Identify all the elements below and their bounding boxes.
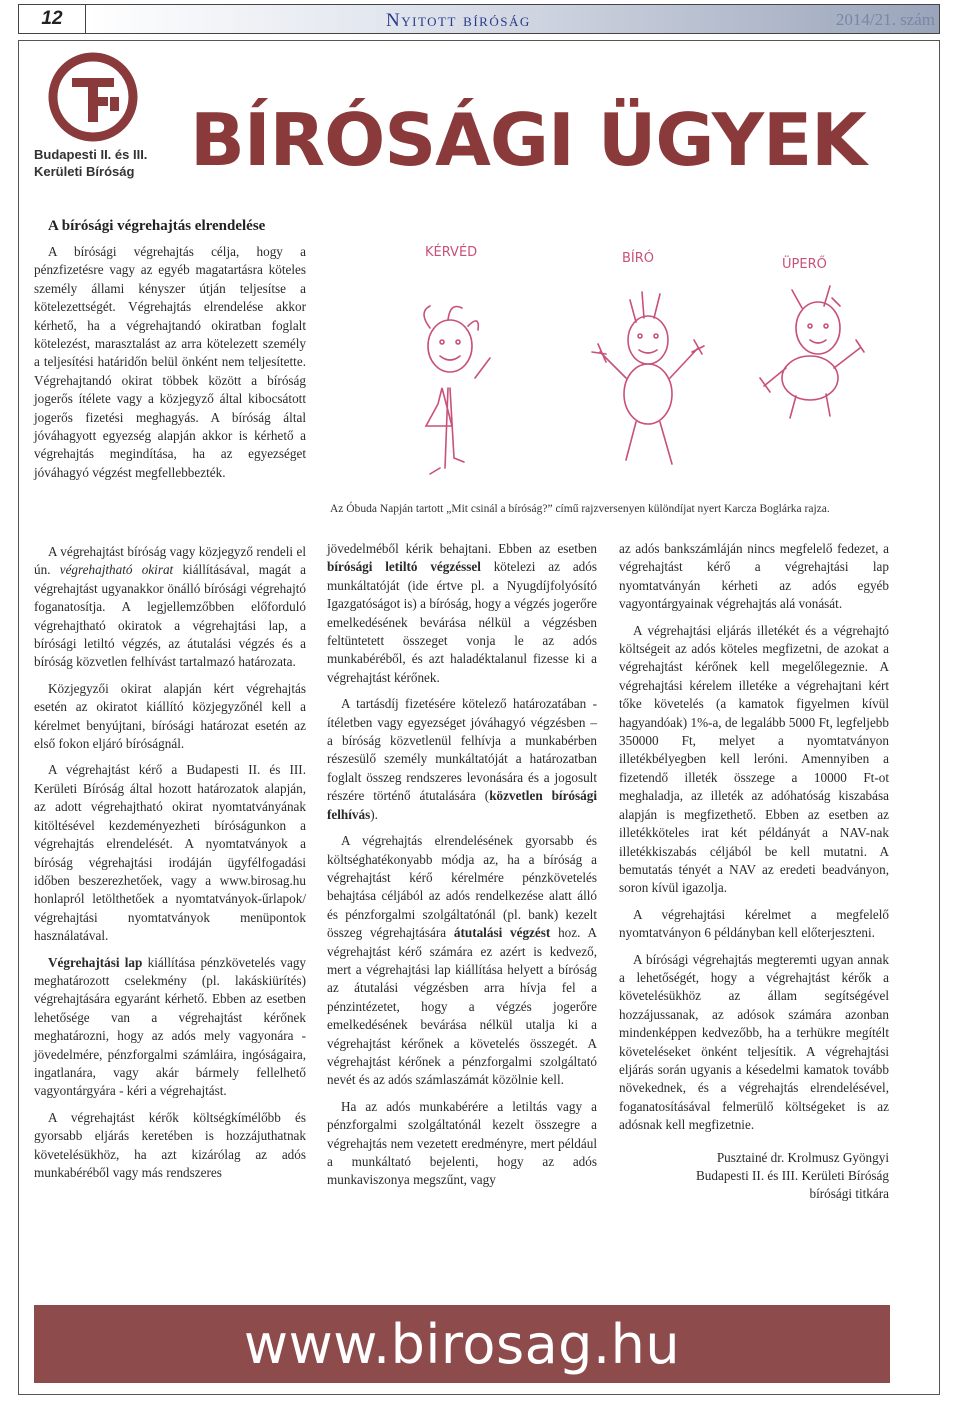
paragraph: Közjegyzői okirat alapján kért végrehajtás esetén az okiratot kiállító közjegyzőnél kell a kérelmet benyújtani, bírósági határozat esetén az első fokon eljáró bíróságnál. (34, 680, 306, 752)
paragraph: A végrehajtást kérő a Budapesti II. és III. Kerületi Bíróság által hozott határozatok alapján, az adott végrehajtható okirat nyomtatványának kitöltésével kezdeményezheti bíróságunkon a végrehajtás elrendelését. A nyomtatványok a bíróság végrehajtási irodáján ügyfélfogadási időben beszerezhetőek, vagy a www.birosag.hu honlapról letölthetőek a nyomtatványok-űrlapok/ végrehajtási nyomtatványok menüpontok használatával. (34, 762, 306, 944)
italic-term: végrehajtható okirat (59, 562, 174, 578)
footer-banner (34, 1305, 890, 1383)
article-column-3 (619, 540, 889, 1212)
header-bar (86, 4, 940, 34)
drawing-label-middle: BÍRÓ (622, 251, 655, 266)
figure-head-left (428, 320, 472, 372)
paragraph: az adós bankszámláján nincs megfelelő fedezet, a végrehajtást kérő a végrehajtási lap nyomtatványán kérheti az adós egyéb vagyontárgyainak végrehajtás alá vonását. (619, 541, 889, 612)
signature-name: Pusztainé dr. Krolmusz Gyöngyi (716, 1149, 889, 1165)
paragraph: jövedelméből kérik behajtani. Ebben az esetben bírósági letiltó végzéssel kötelezi az adós munkáltatóját (ide értve pl. a Nyugdíjfolyósító Igazgatóságot is) a bíróság, hogy a végzés jogerőre emelkedésének bevárása nélkül a végzésben feltüntetett összeget vonja le az adós munkabéréből, és azt haladéktalanul fizesse ki a végrehajtást kérőnek. (327, 541, 597, 685)
court-name-line2: Kerületi Bíróság (34, 164, 135, 179)
publication-name: Nyitott bíróság (386, 10, 531, 31)
article-column-2 (327, 540, 597, 1198)
court-name (34, 146, 147, 180)
bold-term: bírósági letiltó végzéssel (327, 559, 481, 575)
paragraph: A végrehajtási eljárás illetékét és a végrehajtó költségeit az adós köteles megfizetni, de azokat a végrehajtást kérőnek kell megelőlegeznie. A végrehajtási kérelem illetéke a végrehajtani kért tőke követelés (a kamatok figyelmen kívül hagyandóak) 1%-a, de legalább 5000 Ft, legfeljebb 350000 Ft, melyet a nyomtatványon illetékbélyegben kell leróni. Amennyiben a fizetendő illeték összege a 10000 Ft-ot meghaladja, az illeték az adóhatóság kiszabása alapján is megfizethető. Ebben az esetben az illetékköteles irat két példányát a NAV-nak illetékkiszabás céljából be kell mutatni. A bemutatás tényét a NAV az eredeti beadványon, soron kívül igazolja. (619, 622, 889, 896)
page-header (18, 4, 940, 34)
paragraph: A bírósági végrehajtás megteremti ugyan annak a lehetőségét, hogy a végrehajtást kérők a követelésükhöz az állam segítségével hozzájussanak, az adósok számára azonban mindenképpen kedvezőbb, ha a terhükre megítélt követeléseket önként teljesítik. A végrehajtási eljárás során ugyanis a késedelmi kamatok tovább növekednek, és a végrehajtás elrendelésével, foganatosításával felmerülő költségeket is az adósnak kell megfizetnie. (619, 951, 889, 1133)
author-signature (619, 1149, 889, 1204)
court-name-line1: Budapesti II. és III. (34, 147, 148, 162)
main-title: BÍRÓSÁGI ÜGYEK (190, 98, 866, 182)
issue-number: 2014/21. szám (835, 10, 935, 29)
page-number: 12 (18, 4, 86, 34)
child-drawing (330, 228, 890, 498)
website-link[interactable]: www.birosag.hu (243, 1312, 681, 1376)
figure-head-right (796, 302, 840, 354)
signature-title: bírósági titkára (809, 1186, 889, 1202)
paragraph: A végrehajtási kérelmet a megfelelő nyomtatványon 6 példányban kell előterjeszteni. (619, 906, 889, 941)
paragraph: Végrehajtási lap kiállítása pénzkövetelés vagy meghatározott cselekmény (pl. lakáskiürítés) végrehajtására egyaránt kérhető. Ebben az esetben lehetősége van a végrehajtást kérőnek meghatározni, hogy az adós mely vagyonára - jövedelmére, pénzforgalmi számláira, ingóságaira, ingatlanára, vagy akár bármely fellelhető vagyontárgyára - kéri a végrehajtást. (34, 954, 307, 1099)
article-intro-column (34, 243, 306, 490)
bold-term: Végrehajtási lap (48, 954, 143, 970)
paragraph: A végrehajtást bíróság vagy közjegyző rendeli el ún. végrehajtható okirat kiállításával, magát a végrehajtást ugyanakkor önálló bírósági végrehajtó foganatosítja. A legjellemzőbben előforduló végrehajtható okiratok a végrehajtási lap, a bírósági letiltó végzés, az átutalási végzés és a bíróság közvetlen felhívást tartalmazó határozata. (34, 544, 307, 670)
paragraph: A végrehajtást kérők költségkímélőbb és gyorsabb eljárás keretében is hozzájuthatnak követelésükhöz, ha azt kizárólag az adós munkabéréből vagy más rendszeres (34, 1109, 306, 1180)
bold-term: átutalási végzést (453, 925, 551, 941)
article-intro: A bírósági végrehajtás célja, hogy a pénzfizetésre vagy az egyéb magatartásra köteles személy állami kényszer útján teljesítse a kötelezettségét. Végrehajtás elrendelése akkor kérhető, ha a végrehajtandó okiratban foglalt kötelezést, marasztalást az arra kötelezett személy a teljesítési határidőn belül önként nem teljesítette. Végrehajtandó okirat többek között a bíróság jogerős ítélete vagy a közjegyző által kibocsátott jogerős fizetési meghagyás. A bíróság által jóváhagyott egyezség alapján akkor is kérhető a végrehajtás megindítása, ha az egyezséget jóváhagyó végzést megfellebbezték. (34, 244, 306, 480)
signature-court: Budapesti II. és III. Kerületi Bíróság (696, 1168, 889, 1183)
article-heading: A bírósági végrehajtás elrendelése (48, 218, 266, 234)
drawing-label-right: ÜPERŐ (782, 257, 827, 272)
article-column-1 (34, 543, 306, 1190)
paragraph: A végrehajtás elrendelésének gyorsabb és költséghatékonyabb módja az, ha a bíróság a végrehajtást kérő kérelmére pénzkövetelés behajtása céljából az adós rendelkezése alatt álló és pénzforgalmi szolgáltatónál (pl. bank) kezelt összeg végrehajtására átutalási végzést hoz. A végrehajtást kérő számára ez azért is kedvező, mert a végrehajtási lap kiállítása helyett a bíróság az átutalási végzésben arra hívja fel a pénzintézetet, hogy a végzés jogerőre emelkedésének bevárása nélkül utalja ki a végrehajtást kérőnek a követelés összegét. A végrehajtást kérőnek a pénzforgalmi szolgáltató nevét és az adós számlaszámát közölnie kell. (327, 833, 597, 1088)
drawing-label-left: KÉRVÉD (425, 245, 478, 260)
bold-term: közvetlen bírósági felhívás (327, 788, 597, 822)
paragraph: Ha az adós munkabérére a letiltás vagy a pénzforgalmi szolgáltatónál kezelt összegre a végrehajtás nem vezetett eredményre, mert például a munkáltató bejelenti, hogy az adós munkaviszonya megszűnt, vagy (327, 1098, 597, 1188)
court-logo-icon (48, 52, 138, 142)
drawing-caption: Az Óbuda Napján tartott „Mit csinál a bíróság?” című rajzversenyen különdíjat nyert Karcza Boglárka rajza. (330, 503, 830, 515)
figure-head-middle (628, 316, 668, 364)
paragraph: A tartásdíj fizetésére kötelező határozatában - ítéletben vagy egyezséget jóváhagyó végzésben – a bíróság közvetlenül felhívja a munkabérben részesülő személy munkáltatóját a határozatban foglalt összeg rendszeres levonására és a jogosult részére történő átutalására (közvetlen bírósági felhívás). (327, 696, 597, 822)
